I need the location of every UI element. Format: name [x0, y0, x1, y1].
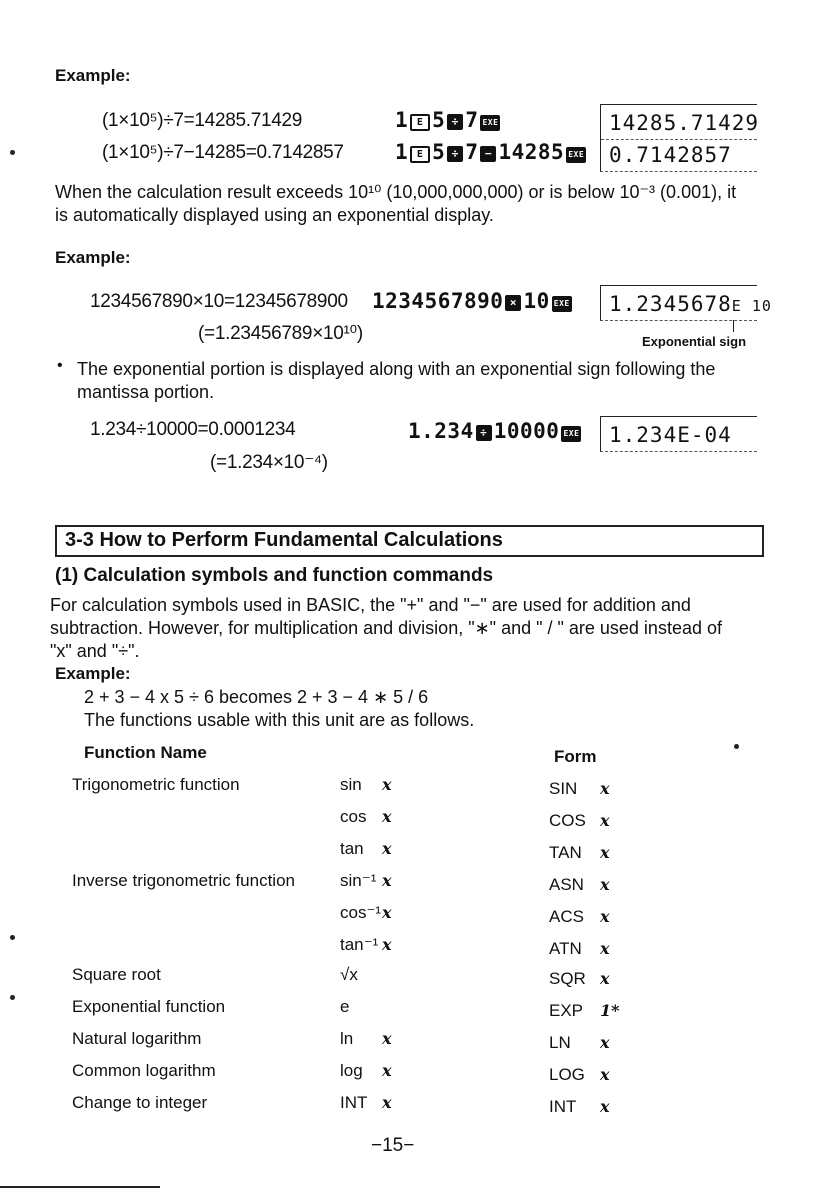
function-form: LN	[549, 1033, 571, 1052]
exponential-sign-label: Exponential sign	[642, 334, 747, 349]
function-math-arg: x	[382, 935, 392, 954]
function-form-arg: x	[600, 843, 610, 862]
example-heading: Example:	[55, 66, 131, 85]
function-form-arg: 1*	[600, 1001, 620, 1020]
exe-key-icon: EXE	[480, 115, 500, 131]
formula-2: (1×10⁵)÷7−14285=0.7142857	[102, 142, 344, 163]
function-math: tan⁻¹	[340, 935, 379, 954]
column-header-name: Function Name	[84, 743, 207, 762]
paragraph-line: For calculation symbols used in BASIC, the "+" and "−" are used for addition and	[50, 595, 691, 615]
calculator-display-2	[600, 285, 772, 321]
key-sequence-1: 1 E 5 ÷ 7 EXE	[395, 108, 502, 132]
margin-mark	[10, 935, 15, 940]
example-line: 2 + 3 − 4 x 5 ÷ 6 becomes 2 + 3 − 4 ∗ 5 / 6	[84, 687, 429, 707]
function-name: Common logarithm	[72, 1061, 216, 1080]
display-value-3: 1.2345678E 10	[609, 292, 772, 316]
margin-mark	[10, 150, 15, 155]
function-math: ln	[340, 1029, 354, 1048]
bullet-line: mantissa portion.	[77, 382, 215, 402]
divide-key-icon: ÷	[447, 114, 463, 130]
key-sequence-2: 1 E 5 ÷ 7 − 14285 EXE	[395, 140, 588, 164]
function-math-arg: x	[382, 807, 392, 826]
column-header-form: Form	[554, 747, 597, 766]
calculator-display-1	[600, 104, 760, 172]
section-header-box	[55, 525, 764, 557]
function-form: TAN	[549, 843, 582, 862]
formula-4: 1.234÷10000=0.0001234	[90, 419, 296, 440]
calculator-display-3	[600, 416, 757, 452]
formula-1: (1×10⁵)÷7=14285.71429	[102, 110, 303, 131]
bottom-rule	[0, 1186, 160, 1188]
minus-key-icon: −	[480, 146, 496, 162]
multiply-key-icon: ×	[505, 295, 521, 311]
function-form: EXP	[549, 1001, 584, 1020]
function-form: SQR	[549, 969, 586, 988]
function-form-arg: x	[600, 811, 610, 830]
function-math: cos⁻¹	[340, 903, 382, 922]
function-math: INT	[340, 1093, 368, 1112]
margin-mark	[734, 744, 739, 749]
subsection-title: (1) Calculation symbols and function commands	[55, 565, 494, 586]
function-math: cos	[340, 807, 367, 826]
key-sequence-4: 1.234 ÷ 10000 EXE	[408, 419, 583, 443]
function-form-arg: x	[600, 939, 610, 958]
function-form-arg: x	[600, 1033, 610, 1052]
exp-key-icon: E	[410, 114, 430, 131]
function-form-arg: x	[600, 1065, 610, 1084]
function-math-arg: x	[382, 871, 392, 890]
function-form-arg: x	[600, 907, 610, 926]
divide-key-icon: ÷	[476, 425, 492, 441]
function-math: log	[340, 1061, 363, 1080]
function-name: Exponential function	[72, 997, 226, 1016]
bullet-icon: •	[57, 357, 63, 374]
function-math-arg: x	[382, 903, 392, 922]
divide-key-icon: ÷	[447, 146, 463, 162]
function-form: COS	[549, 811, 586, 830]
formula-note: (=1.23456789×10¹⁰)	[198, 323, 363, 344]
function-form-arg: x	[600, 875, 610, 894]
section-title: 3-3 How to Perform Fundamental Calculations	[65, 529, 503, 551]
key-sequence-3: 1234567890 × 10 EXE	[372, 289, 574, 313]
function-form: INT	[549, 1097, 577, 1116]
function-form-arg: x	[600, 779, 610, 798]
display-value-4: 1.234E-04	[609, 423, 732, 447]
exe-key-icon: EXE	[566, 147, 586, 163]
exp-pointer-line	[733, 320, 734, 332]
function-form: ASN	[549, 875, 584, 894]
function-name: Natural logarithm	[72, 1029, 202, 1048]
function-form: ATN	[549, 939, 582, 958]
function-math: sin⁻¹	[340, 871, 377, 890]
display-value-2: 0.7142857	[609, 143, 732, 167]
example-heading: Example:	[55, 664, 131, 683]
function-math: √x	[340, 965, 358, 984]
page-number: −15−	[371, 1135, 415, 1156]
paragraph-line: When the calculation result exceeds 10¹⁰ (10,000,000,000) or is below 10⁻³ (0.001), it	[55, 182, 737, 202]
function-math-arg: x	[382, 1029, 392, 1048]
function-form: SIN	[549, 779, 578, 798]
function-name: Change to integer	[72, 1093, 208, 1112]
function-name: Trigonometric function	[72, 775, 240, 794]
bullet-line: The exponential portion is displayed along with an exponential sign following the	[77, 359, 716, 379]
formula-3: 1234567890×10=12345678900	[90, 291, 348, 312]
function-name: Inverse trigonometric function	[72, 871, 295, 890]
paragraph-line: "x" and "÷".	[50, 641, 140, 661]
intro-line: The functions usable with this unit are as follows.	[84, 710, 475, 730]
margin-mark	[10, 995, 15, 1000]
display-value-1: 14285.71429	[609, 111, 760, 135]
exe-key-icon: EXE	[561, 426, 581, 442]
function-math-arg: x	[382, 839, 392, 858]
paragraph-line: is automatically displayed using an exponential display.	[55, 205, 494, 225]
function-math: tan	[340, 839, 364, 858]
function-form: ACS	[549, 907, 584, 926]
example-heading: Example:	[55, 248, 131, 267]
exp-key-icon: E	[410, 146, 430, 163]
paragraph-line: subtraction. However, for multiplication and division, "∗" and " / " are used instead of	[50, 618, 722, 638]
formula-note: (=1.234×10⁻⁴)	[210, 452, 328, 473]
function-name: Square root	[72, 965, 161, 984]
function-form: LOG	[549, 1065, 585, 1084]
function-form-arg: x	[600, 1097, 610, 1116]
function-form-arg: x	[600, 969, 610, 988]
function-math: sin	[340, 775, 362, 794]
function-math-arg: x	[382, 775, 392, 794]
function-math-arg: x	[382, 1061, 392, 1080]
exe-key-icon: EXE	[552, 296, 572, 312]
function-math: e	[340, 997, 350, 1016]
function-math-arg: x	[382, 1093, 392, 1112]
